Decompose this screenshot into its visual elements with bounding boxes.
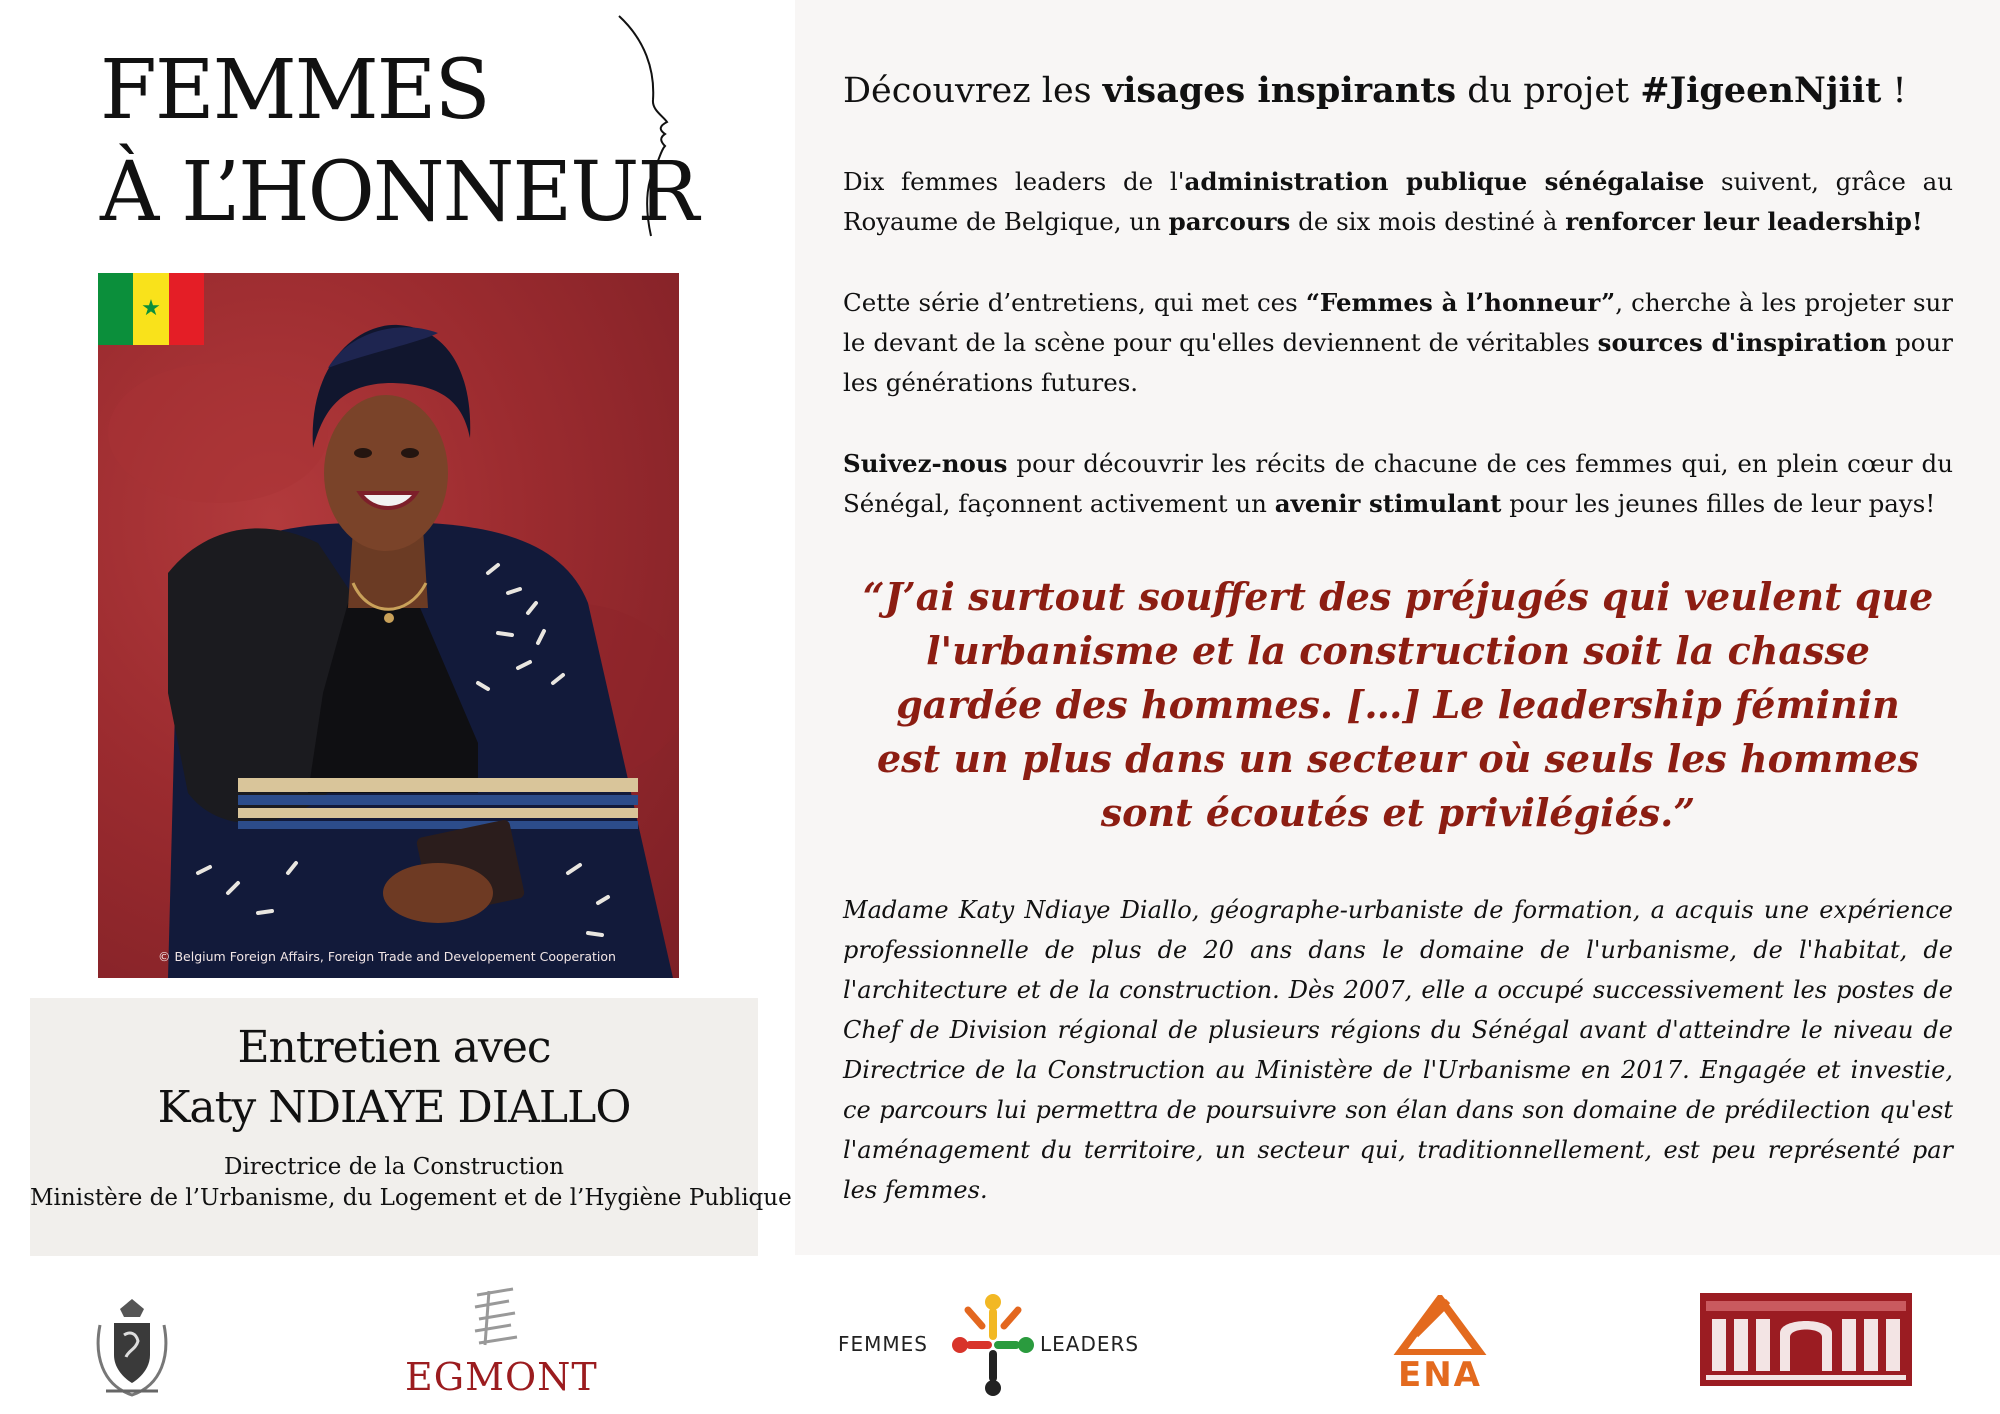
photo-credit: © Belgium Foreign Affairs, Foreign Trade and Developement Cooperation xyxy=(158,949,616,964)
ena-mark-icon xyxy=(1390,1295,1490,1355)
femmes-leaders-logo xyxy=(838,1290,1138,1400)
egmont-logo xyxy=(405,1285,598,1400)
series-paragraph: Cette série d’entretiens, qui met ces “Femmes à l’honneur”, cherche à les projeter sur le devant de la scène pour qu'elles deviennent de véritables sources d'inspiration pour les générations futures. xyxy=(843,288,1954,397)
page-title xyxy=(100,40,697,244)
interviewee-ministry: Ministère de l’Urbanisme, du Logement et de l’Hygiène Publique xyxy=(30,1185,792,1211)
femmes-leaders-text-right: LEADERS xyxy=(1040,1332,1140,1356)
senegal-flag-icon: ★ xyxy=(98,273,204,345)
femmes-leaders-mark-icon xyxy=(948,1290,1038,1400)
ena-logo xyxy=(1390,1295,1490,1395)
title-line-2: À L’HONNEUR xyxy=(100,145,698,240)
follow-paragraph: Suivez-nous pour découvrir les récits de chacune de ces femmes qui, en plein cœur du Sénégal, façonnent activement un avenir stimulant pour les jeunes filles de leur pays! xyxy=(843,449,1953,518)
headline: Découvrez les visages inspirants du projet #JigeenNjiit ! xyxy=(843,70,1907,111)
face-profile-line-art xyxy=(615,10,685,240)
biography-paragraph: Madame Katy Ndiaye Diallo, géographe-urbaniste de formation, a acquis une expérience professionnelle de plus de 20 ans dans le domaine de l'urbanisme, de l'habitat, de l'architecture et de la construction. Dès 2007, elle a occupé successivement les postes de Chef de Division régional de plusieurs régions du Sénégal avant d'atteindre le niveau de Directrice de la Construction au Ministère de l'Urbanisme en 2017. Engagée et investie, ce parcours lui permettra de poursuivre son élan dans son domaine de prédilection qu'est l'aménagement du territoire, un secteur qui, traditionnellement, est peu représenté par les femmes. xyxy=(843,896,1953,1204)
interviewee-role: Directrice de la Construction xyxy=(224,1154,564,1180)
quote-line: sont écoutés et privilégiés.” xyxy=(1100,790,1696,835)
egmont-wordmark: EGMONT xyxy=(405,1355,598,1399)
title-line-1: FEMMES xyxy=(100,43,489,138)
quote-line: l'urbanisme et la construction soit la chasse xyxy=(926,628,1870,673)
quote-line: gardée des hommes. […] Le leadership féminin xyxy=(896,682,1900,727)
quote-line: est un plus dans un secteur où seuls les hommes xyxy=(877,736,1919,781)
portrait-illustration xyxy=(98,273,679,978)
intro-paragraph: Dix femmes leaders de l'administration publique sénégalaise suivent, grâce au Royaume de Belgique, un parcours de six mois destiné à renforcer leur leadership! xyxy=(843,167,1953,236)
ena-wordmark: ENA xyxy=(1398,1355,1482,1395)
femmes-leaders-text-left: FEMMES xyxy=(838,1332,928,1356)
interview-heading: Entretien avec xyxy=(237,1022,551,1073)
quote-line: “J’ai surtout souffert des préjugés qui veulent que xyxy=(862,574,1934,619)
egmont-mark-icon xyxy=(405,1285,590,1355)
belgium-coat-of-arms-icon xyxy=(92,1295,172,1405)
interviewee-name: Katy NDIAYE DIALLO xyxy=(157,1082,631,1133)
portrait-photo xyxy=(98,273,679,978)
government-building-icon xyxy=(1700,1293,1912,1386)
interview-box xyxy=(30,998,792,1256)
pull-quote xyxy=(843,570,1953,840)
